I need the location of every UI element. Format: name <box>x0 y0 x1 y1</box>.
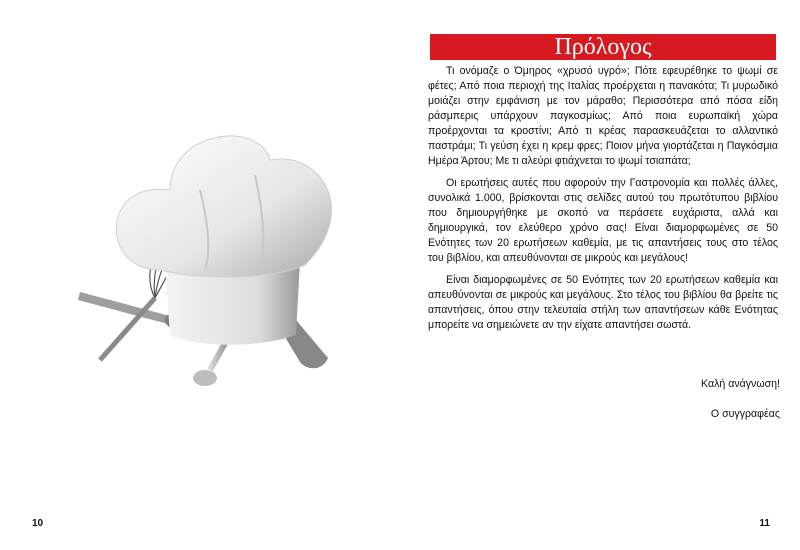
paragraph: Οι ερωτήσεις αυτές που αφορούν την Γαστρονομία και πολλές άλλες, συνολικά 1.000, βρίσκονται στις σελίδες αυτού του πρωτότυπου βιβλίου που δημιουργήθηκε με σκοπό να περάσετε ευχάριστα, αλλά και δημιουργικά, τον ελεύθερο χρόνο σας! Είναι διαμορφωμένες σε 50 Ενότητες των 20 ερωτήσεων καθεμία, με τις απαντήσεις τους στο τέλος του βιβλίου, και απευθύνονται σε μικρούς και μεγάλους! <box>428 177 778 264</box>
chef-hat-icon <box>116 136 331 277</box>
closing-greeting: Καλή ανάγνωση! <box>701 378 780 390</box>
preface-body <box>428 64 778 340</box>
paragraph: Είναι διαμορφωμένες σε 50 Ενότητες των 20 ερωτήσεων καθεμία και απευθύνονται σε μικρούς και μεγάλους. Στο τέλος του βιβλίου θα βρείτε τις απαντήσεις, όπου στην τελευταία στήλη των απαντήσεων κάθε Ενότητας μπορείτε να σημειώνετε αν την είχατε απαντήσει σωστά. <box>428 274 778 331</box>
paragraph: Τι ονόμαζε ο Όμηρος «χρυσό υγρό»; Πότε εφευρέθηκε το ψωμί σε φέτες; Από ποια περιοχή της Ιταλίας προέρχεται η πανακότα; Τι μυρωδικό μοιάζει στην εμφάνιση με τον μάραθο; Περισσότερα από πόσα είδη ράσμπερις υπάρχουν παγκοσμίως; Από ποια ευρωπαϊκή χώρα προέρχονται τα κροστίνι; Από τι κρέας παρασκευάζεται το αλλαντικό παστράμι; Τι γεύση έχει η κρεμ φρες; Ποιον μήνα γιορτάζεται η Παγκόσμια Ημέρα Άρτου; Με τι αλεύρι φτιάχνεται το ψωμί τσιαπάτα; <box>428 65 778 167</box>
right-page <box>400 0 800 550</box>
page-number-right: 11 <box>759 518 770 529</box>
page-number-left: 10 <box>32 518 44 529</box>
chapter-title: Πρόλογος <box>430 34 776 60</box>
chef-hat-and-utensils-illustration <box>60 120 360 390</box>
author-signature: Ο συγγραφέας <box>710 408 780 420</box>
